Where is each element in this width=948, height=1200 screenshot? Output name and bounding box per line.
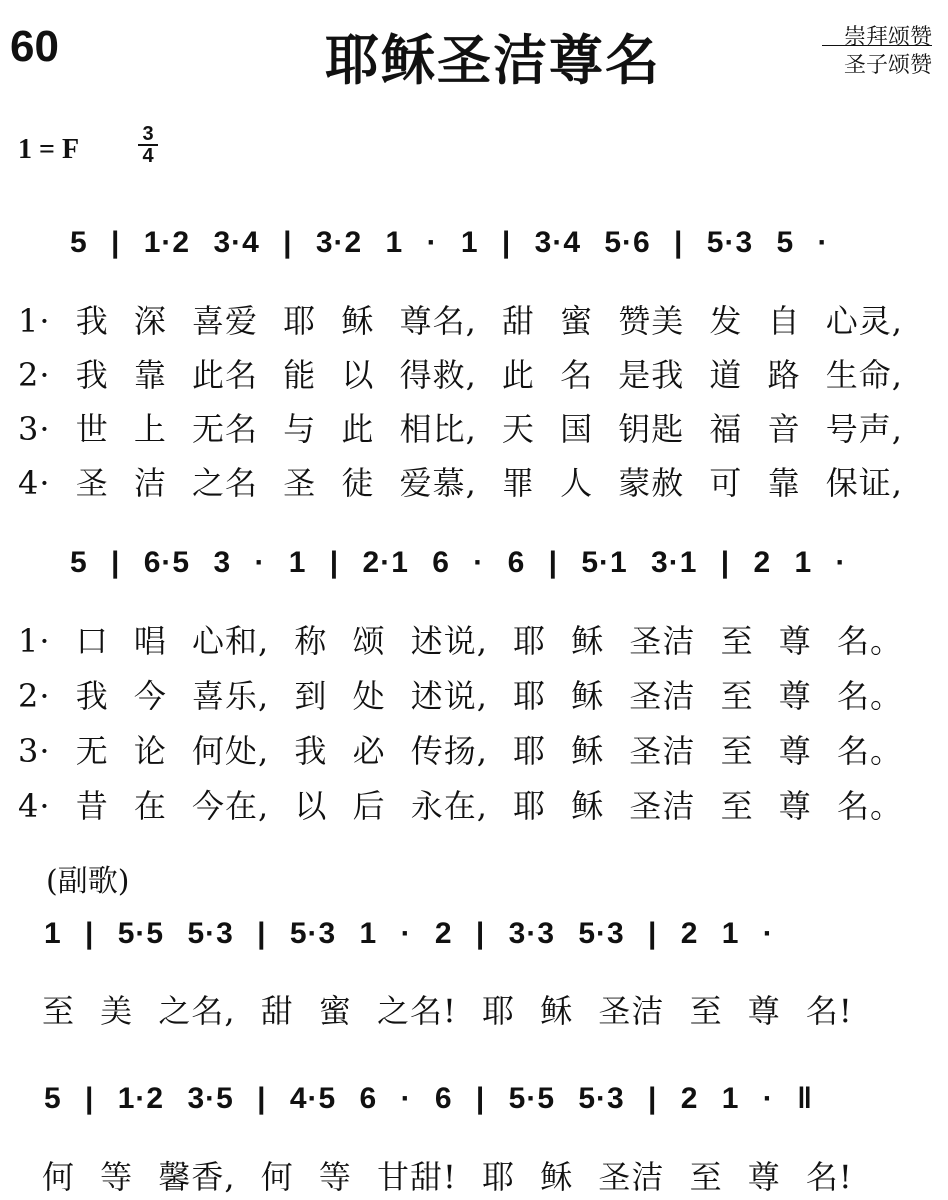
category-line-1: 崇拜颂赞 [843, 25, 932, 50]
notation-line-3: 1 | 5·5 5·3 | 5·3 1 · 2 | 3·3 5·3 | 2 1 · [44, 917, 774, 950]
category-divider [822, 45, 932, 46]
hymn-title: 耶稣圣洁尊名 [325, 29, 661, 92]
chorus-label: (副歌) [46, 864, 130, 899]
category-line-2: 圣子颂赞 [843, 53, 932, 78]
chorus-lyric-line-2: 何 等 馨香, 何 等 甘甜! 耶 稣 圣洁 至 尊 名! [42, 1158, 853, 1196]
chorus-lyric-line-1: 至 美 之名, 甜 蜜 之名! 耶 稣 圣洁 至 尊 名! [42, 992, 853, 1030]
verse-3-line-2: 3· 无 论 何处, 我 必 传扬, 耶 稣 圣洁 至 尊 名。 [18, 732, 903, 770]
time-signature [138, 124, 158, 166]
hymn-number: 60 [10, 22, 59, 71]
notation-line-2: 5 | 6·5 3 · 1 | 2·1 6 · 6 | 5·1 3·1 | 2 1 · [70, 546, 847, 579]
verse-1-line-2: 1· 口 唱 心和, 称 颂 述说, 耶 稣 圣洁 至 尊 名。 [18, 622, 903, 660]
verse-2-line-2: 2· 我 今 喜乐, 到 处 述说, 耶 稣 圣洁 至 尊 名。 [18, 677, 903, 715]
verse-2-line-1: 2· 我 靠 此名 能 以 得救, 此 名 是我 道 路 生命, [18, 356, 903, 394]
verse-4-line-1: 4· 圣 洁 之名 圣 徒 爱慕, 罪 人 蒙赦 可 靠 保证, [18, 464, 903, 502]
verse-3-line-1: 3· 世 上 无名 与 此 相比, 天 国 钥匙 福 音 号声, [18, 410, 903, 448]
verse-4-line-2: 4· 昔 在 今在, 以 后 永在, 耶 稣 圣洁 至 尊 名。 [18, 787, 903, 825]
time-signature-bottom: 4 [142, 145, 154, 167]
key-signature: 1 = F [18, 134, 80, 165]
notation-line-1: 5 | 1·2 3·4 | 3·2 1 · 1 | 3·4 5·6 | 5·3 5 · [70, 226, 829, 259]
verse-1-line-1: 1· 我 深 喜爱 耶 稣 尊名, 甜 蜜 赞美 发 自 心灵, [18, 302, 903, 340]
time-signature-top: 3 [138, 124, 158, 146]
notation-line-4: 5 | 1·2 3·5 | 4·5 6 · 6 | 5·5 5·3 | 2 1 · ‖ [44, 1082, 814, 1115]
